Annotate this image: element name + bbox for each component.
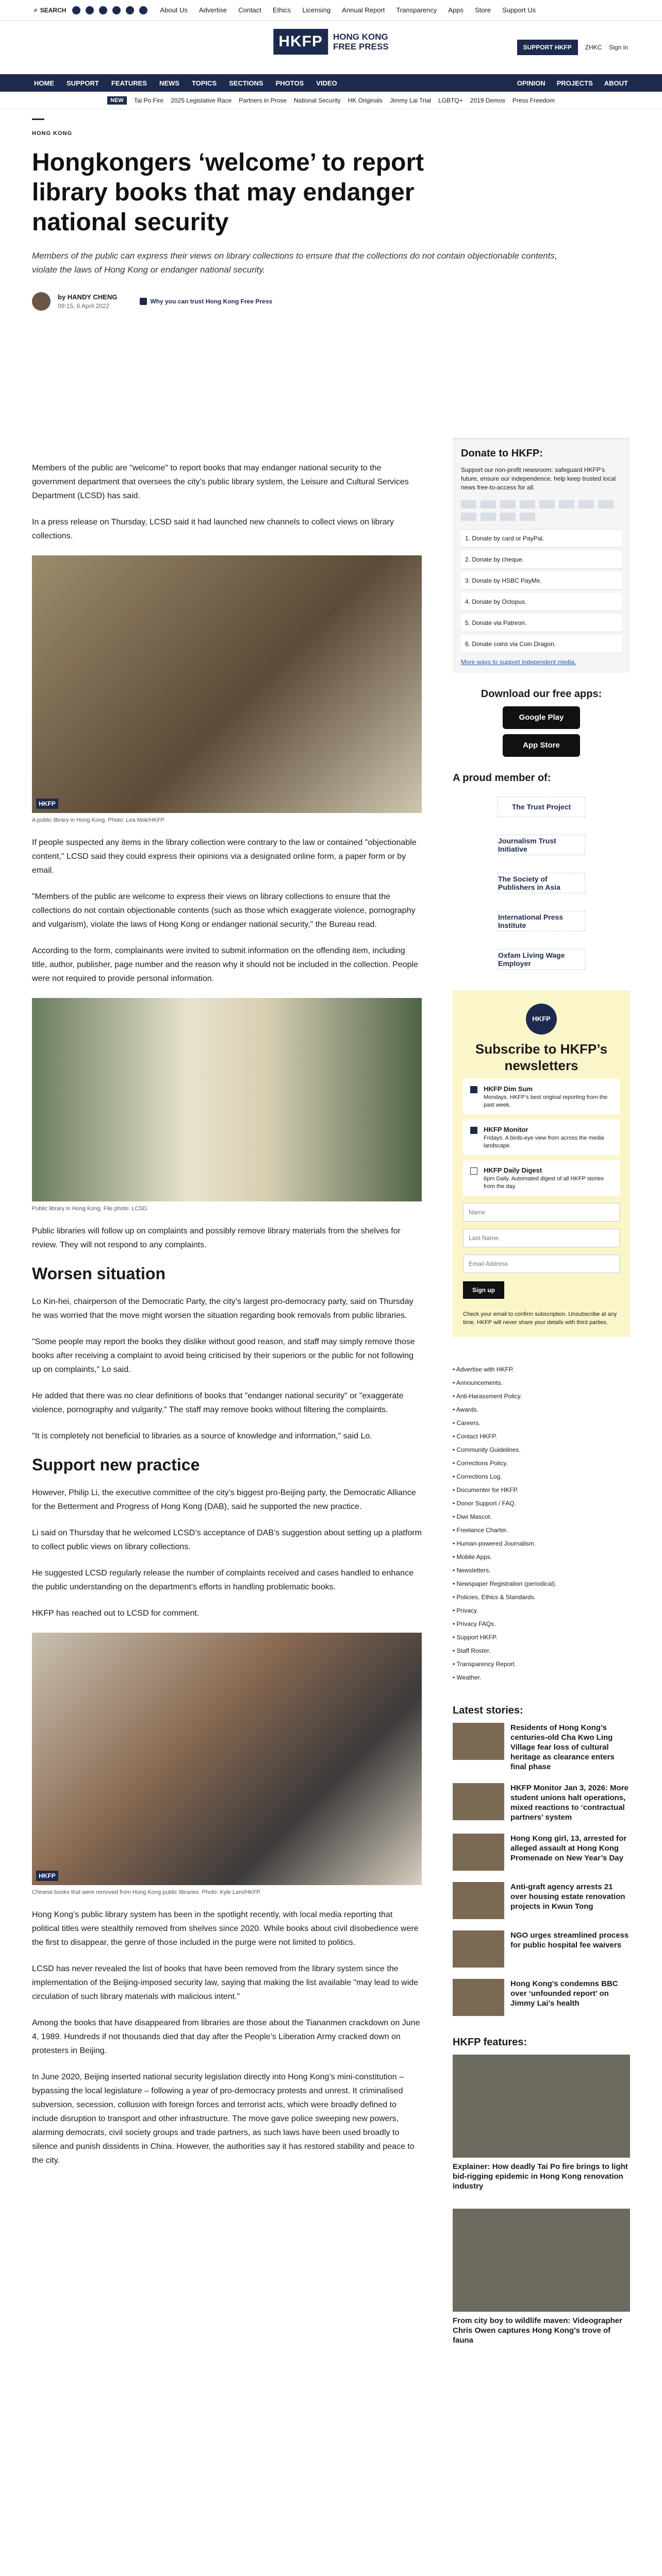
search-button[interactable]: ⌕ SEARCH — [34, 6, 67, 14]
fps-icon — [500, 513, 516, 521]
standfirst: Members of the public can express their views on library collections to ensure that the collections do not contain objectionable contents, violate the laws of Hong Kong or endanger national security. — [32, 251, 557, 275]
masthead — [0, 21, 662, 74]
newsletter-note: Check your email to confirm subscription. Unsubscribe at any time. HKFP will never share your details with third parties. — [463, 1311, 617, 1326]
story-item[interactable]: Anti-graft agency arrests 21 over housing estate renovation projects in Kwun Tong — [453, 1882, 630, 1919]
figure — [32, 555, 422, 823]
story-item[interactable]: Hong Kong girl, 13, arrested for alleged assault at Hong Kong Promenade on New Year’s Day — [453, 1834, 630, 1871]
nav-item-video[interactable]: VIDEO — [316, 79, 337, 87]
trust-link[interactable]: Why you can trust Hong Kong Free Press — [140, 298, 272, 305]
last-name-field[interactable] — [463, 1229, 620, 1247]
discover-icon — [539, 500, 555, 509]
member-title: A proud member of: — [453, 772, 551, 784]
main-nav — [0, 74, 662, 92]
nav-item-opinion[interactable]: OPINION — [517, 79, 545, 87]
divider — [32, 118, 44, 120]
nav-item-photos[interactable]: PHOTOS — [275, 79, 304, 87]
top-link[interactable]: About Us — [160, 6, 188, 14]
trending-link[interactable]: 2025 Legislative Race — [171, 96, 232, 104]
checkbox[interactable] — [470, 1086, 477, 1093]
policy-link[interactable]: • Privacy. — [453, 1604, 630, 1617]
section-heading: Support new practice — [32, 1455, 200, 1474]
article-header — [32, 118, 630, 311]
linkedin-icon[interactable] — [139, 6, 147, 14]
alipay-icon — [520, 513, 535, 521]
donate-option[interactable]: 5. Donate via Patreon. — [461, 614, 622, 632]
top-link[interactable]: Licensing — [302, 6, 331, 14]
member-logo[interactable]: The Trust Project — [498, 796, 585, 817]
instagram-icon[interactable] — [99, 6, 107, 14]
page-title: Hongkongers ‘welcome’ to report library books that may endanger national security — [32, 149, 424, 236]
app-store-button[interactable]: App Store — [503, 734, 580, 757]
feature-thumbnail — [453, 2209, 630, 2312]
newsletter-option[interactable]: HKFP Dim Sum Mondays. HKFP’s best original reporting from the past week. — [463, 1079, 620, 1114]
member-logo[interactable]: Journalism Trust Initiative — [498, 835, 585, 855]
hkfp-watermark: HKFP — [36, 799, 58, 809]
donate-option[interactable]: 3. Donate by HSBC PayMe. — [461, 572, 622, 590]
trust-icon — [140, 298, 147, 305]
latest-stories — [453, 1705, 630, 2016]
policy-link[interactable]: • Advertise with HKFP. — [453, 1363, 630, 1376]
member-logo[interactable]: The Society of Publishers in Asia — [498, 873, 585, 893]
search-icon: ⌕ — [34, 6, 38, 13]
caption: A public library in Hong Kong. Photo: Lea Mok/HKFP. — [32, 817, 166, 823]
paragraph: LCSD has never revealed the list of books that have been removed from the library system since the implementation of the Beijing-imposed security law, saying that making the list available "may lead to wide circulation of such library materials with malicious intent." — [32, 1964, 419, 2001]
author[interactable]: by HANDY CHENG — [58, 293, 118, 301]
member-section — [453, 772, 630, 970]
new-badge: NEW — [107, 96, 127, 105]
policy-link[interactable]: • Community Guidelines. — [453, 1443, 630, 1456]
figure — [32, 998, 422, 1212]
checkbox[interactable] — [470, 1167, 477, 1175]
newsletter-option[interactable]: HKFP Daily Digest 6pm Daily. Automated digest of all HKFP stories from the day. — [463, 1160, 620, 1196]
language-link[interactable]: ZHKC — [585, 44, 602, 51]
amex-icon — [500, 500, 516, 509]
paragraph: In June 2020, Beijing inserted national security legislation directly into Hong Kong’s mini-constitution – bypassing the local legislature – following a year of pro-democracy protests and unrest. It criminalised subversion, secession, collusion with foreign forces and terrorist acts, which were broadly defined to include disruption to transport and other infrastructure. The move gave police sweeping new powers, alarming democrats, civil society groups and trade partners, as such laws have been used broadly to silence and punish dissidents in China. However, the authorities say it has restored stability and peace to the city. — [32, 2073, 415, 2165]
nav-item-news[interactable]: NEWS — [159, 79, 179, 87]
library-shelves-photo — [32, 998, 422, 1201]
library-photo — [32, 555, 422, 813]
hkfp-logo[interactable]: HKFP HONG KONG FREE PRESS — [273, 29, 388, 55]
section-heading: Worsen situation — [32, 1264, 166, 1283]
feature-thumbnail — [453, 2055, 630, 2158]
top-link[interactable]: Contact — [238, 6, 261, 14]
top-links — [160, 6, 536, 14]
policy-link[interactable]: • Contact HKFP. — [453, 1430, 630, 1443]
donate-option[interactable]: 1. Donate by card or PayPal. — [461, 530, 622, 548]
member-logo[interactable]: Oxfam Living Wage Employer — [498, 949, 585, 970]
trending-link[interactable]: Tai Po Fire — [134, 96, 164, 104]
apps-title: Download our free apps: — [481, 688, 602, 700]
paragraph: "It is completely not beneficial to libraries as a source of knowledge and information," said Lo. — [32, 1432, 372, 1440]
donate-option[interactable]: 2. Donate by cheque. — [461, 551, 622, 569]
policy-link[interactable]: • Transparency Report. — [453, 1657, 630, 1671]
policy-link[interactable]: • Awards. — [453, 1403, 630, 1416]
facebook-icon[interactable] — [72, 6, 80, 14]
trending-link[interactable]: Partners in Prose — [239, 96, 287, 104]
paragraph: If people suspected any items in the library collection were contrary to the law or contained "objectionable content," LCSD said they could express their opinions via a designated online form, a paper form or by email. — [32, 838, 417, 875]
trending-link[interactable]: National Security — [293, 96, 341, 104]
donate-option[interactable]: 4. Donate by Octopus. — [461, 593, 622, 611]
paragraph: HKFP has reached out to LCSD for comment. — [32, 1609, 200, 1618]
nav-item-projects[interactable]: PROJECTS — [556, 79, 593, 87]
policy-link[interactable]: • Policies, Ethics & Standards. — [453, 1590, 630, 1604]
support-hkfp-button[interactable]: SUPPORT HKFP — [517, 40, 578, 55]
features-section — [453, 2037, 630, 2345]
visa-icon — [461, 500, 476, 509]
donate-box — [453, 438, 630, 673]
nav-item-support[interactable]: SUPPORT — [67, 79, 99, 87]
donate-option[interactable]: 6. Donate coins via Coin Dragon. — [461, 635, 622, 653]
story-item[interactable]: HKFP Monitor Jan 3, 2026: More student unions halt operations, mixed reactions to ‘contractual partners’ system — [453, 1783, 630, 1822]
paragraph: According to the form, complainants were invited to submit information on the offending item, including title, author, publisher, page number and the reason why it should not be included in the collection. People were not required to provide personal information. — [32, 946, 418, 983]
story-thumbnail — [453, 1834, 504, 1871]
sign-in-link[interactable]: Sign in — [609, 44, 628, 51]
story-thumbnail — [453, 1930, 504, 1968]
google-play-button[interactable]: Google Play — [503, 706, 580, 729]
nav-item-about[interactable]: ABOUT — [604, 79, 628, 87]
caption: Chinese books that were removed from Hong Kong public libraries. Photo: Kyle Lam/HKFP. — [32, 1889, 261, 1895]
trending-link[interactable]: Jimmy Lai Trial — [390, 96, 432, 104]
newsletter-badge: HKFP — [526, 1004, 557, 1035]
top-link[interactable]: Store — [475, 6, 491, 14]
gpay-icon — [578, 500, 594, 509]
policy-link[interactable]: • Corrections Policy. — [453, 1456, 630, 1470]
policy-links — [453, 1363, 630, 1684]
checkbox[interactable] — [470, 1127, 477, 1134]
donate-options — [461, 529, 622, 653]
story-thumbnail — [453, 1723, 504, 1760]
newsletter-title: Subscribe to HKFP’s newsletters — [475, 1041, 608, 1073]
policy-link[interactable]: • Anti-Harassment Policy. — [453, 1389, 630, 1403]
member-logo[interactable]: International Press Institute — [498, 911, 585, 931]
policy-link[interactable]: • Staff Roster. — [453, 1644, 630, 1657]
policy-link[interactable]: • Mobile Apps. — [453, 1550, 630, 1564]
paragraph: Members of the public are "welcome" to report books that may endanger national security to the government department that oversees the city’s public library system, the Leisure and Cultural Services Department (LCSD) has said. — [32, 464, 409, 500]
paragraph: Li said on Thursday that he welcomed LCSD’s acceptance of DAB’s suggestion about setting up a platform to collect public views on library collections. — [32, 1529, 422, 1551]
trending-link[interactable]: Press Freedom — [512, 96, 555, 104]
caption: Public library in Hong Kong. File photo: LCSD. — [32, 1206, 148, 1212]
jcb-icon — [520, 500, 535, 509]
donate-text: Support our non-profit newsroom: safeguard HKFP’s future, ensure our independence, help keep trusted local news free-to-access for all. — [461, 466, 616, 491]
top-link[interactable]: Ethics — [272, 6, 291, 14]
story-thumbnail — [453, 1979, 504, 2016]
nav-item-home[interactable]: HOME — [34, 79, 54, 87]
story-item[interactable]: NGO urges streamlined process for public hospital fee waivers — [453, 1930, 630, 1968]
paragraph: He suggested LCSD regularly release the number of complaints received and cases handled to enhance the public understanding on the department’s efforts in handling problematic books. — [32, 1569, 413, 1591]
hkfp-watermark: HKFP — [36, 1871, 58, 1881]
paragraph: Among the books that have disappeared from libraries are those about the Tiananmen crackdown on June 4, 1989. Hundreds if not thousands died that day after the People’s Liberation Army cracked down on protesters in Beijing. — [32, 2019, 420, 2055]
policy-link[interactable]: • Announcements. — [453, 1376, 630, 1389]
policy-link[interactable]: • Diwi Mascot. — [453, 1510, 630, 1523]
trending-link[interactable]: 2019 Demos — [470, 96, 505, 104]
policy-link[interactable]: • Donor Support / FAQ. — [453, 1497, 630, 1510]
twitter-icon[interactable] — [86, 6, 94, 14]
story-thumbnail — [453, 1882, 504, 1919]
story-thumbnail — [453, 1783, 504, 1820]
applepay-icon — [559, 500, 574, 509]
policy-link[interactable]: • Documenter for HKFP. — [453, 1483, 630, 1497]
top-link[interactable]: Advertise — [198, 6, 227, 14]
kicker[interactable]: HONG KONG — [32, 130, 73, 137]
policy-link[interactable]: • Support HKFP. — [453, 1631, 630, 1644]
donate-title: Donate to HKFP: — [461, 448, 543, 459]
story-item[interactable]: Residents of Hong Kong’s centuries-old Cha Kwo Ling Village fear loss of cultural heritage as clearance enters final phase — [453, 1723, 630, 1772]
policy-link[interactable]: • Newspaper Registration (periodical). — [453, 1577, 630, 1590]
paragraph: Hong Kong’s public library system has been in the spotlight recently, with local media reporting that political titles were stealthily removed from shelves since 2020. While books about civil disobedience were the first to disappear, the genre of those included in the purge were not limited to politics. — [32, 1910, 419, 1947]
feature-item[interactable]: From city boy to wildlife maven: Videographer Chris Owen captures Hong Kong’s trove of fauna — [453, 2209, 630, 2345]
top-link[interactable]: Annual Report — [342, 6, 385, 14]
article-body — [32, 461, 422, 2180]
top-link[interactable]: Support Us — [502, 6, 536, 14]
policy-link[interactable]: • Newsletters. — [453, 1564, 630, 1577]
trending-bar — [0, 92, 662, 109]
policy-link[interactable]: • Weather. — [453, 1671, 630, 1684]
donate-more-link[interactable]: More ways to support independent media. — [461, 658, 576, 666]
newsletter-box — [453, 990, 630, 1337]
feature-item[interactable]: Explainer: How deadly Tai Po fire brings to light bid-rigging epidemic in Hong Kong renovation industry — [453, 2055, 630, 2191]
newsletter-option[interactable]: HKFP Monitor Fridays. A birds-eye view from across the media landscape. — [463, 1120, 620, 1155]
trending-link[interactable]: LGBTQ+ — [438, 96, 463, 104]
policy-link[interactable]: • Careers. — [453, 1416, 630, 1430]
nav-item-sections[interactable]: SECTIONS — [229, 79, 263, 87]
paragraph: "Members of the public are welcome to express their views on library collections to ensure that the collections do not contain objectionable contents (such as those which exaggerate violence, pornography and vulgarism), violate the laws of Hong Kong or endanger national security," the Bureau read. — [32, 892, 416, 929]
mastercard-icon — [481, 500, 496, 509]
paragraph: Public libraries will follow up on complaints and possibly remove library materials from the shelves for review. They will not respond to any complaints. — [32, 1227, 401, 1249]
payment-icons — [461, 500, 622, 521]
paragraph: However, Philip Li, the executive committee of the city’s biggest pro-Beijing party, the Democratic Alliance for the Betterment and Progress of Hong Kong (DAB), said he supported the new practice. — [32, 1488, 416, 1511]
policy-link[interactable]: • Corrections Log. — [453, 1470, 630, 1483]
top-link[interactable]: Apps — [448, 6, 464, 14]
paragraph: In a press release on Thursday, LCSD said it had launched new channels to collect views on library collections. — [32, 518, 394, 540]
date: 09:15, 6 April 2022 — [58, 302, 110, 310]
email-field[interactable] — [463, 1255, 620, 1273]
sidebar — [453, 438, 630, 2363]
nav-item-topics[interactable]: TOPICS — [191, 79, 217, 87]
avatar — [32, 292, 51, 311]
nav-item-features[interactable]: FEATURES — [111, 79, 147, 87]
paragraph: Lo Kin-hei, chairperson of the Democratic Party, the city’s largest pro-democracy party, said on Thursday he was worried that the move might worsen the situation regarding book removals from public libraries. — [32, 1297, 413, 1320]
first-name-field[interactable] — [463, 1203, 620, 1222]
paypal-icon — [598, 500, 614, 509]
policy-link[interactable]: • Human-powered Journalism. — [453, 1537, 630, 1550]
top-link[interactable]: Transparency — [396, 6, 437, 14]
paragraph: He added that there was no clear definitions of books that "endanger national security" or "exaggerate violence, pornography and vulgarity." The staff may remove books without filtering the complaints. — [32, 1392, 404, 1414]
social-icons — [72, 6, 147, 14]
telegram-icon[interactable] — [126, 6, 134, 14]
latest-title: Latest stories: — [453, 1705, 523, 1716]
payme-icon — [461, 513, 476, 521]
sign-up-button[interactable]: Sign up — [463, 1281, 504, 1299]
features-title: HKFP features: — [453, 2037, 527, 2048]
apps-section — [453, 688, 630, 757]
policy-link[interactable]: • Freelance Charter. — [453, 1523, 630, 1537]
paragraph: "Some people may report the books they dislike without good reason, and staff may simply remove those books after receiving a complaint to avoid being criticised by their superiors or the public for not following up on complaints," Lo said. — [32, 1337, 415, 1374]
figure — [32, 1633, 422, 1895]
trending-link[interactable]: HK Originals — [347, 96, 383, 104]
policy-link[interactable]: • Privacy FAQs. — [453, 1617, 630, 1631]
byline — [32, 292, 630, 311]
octopus-icon — [481, 513, 496, 521]
top-bar — [0, 0, 662, 21]
story-item[interactable]: Hong Kong’s condemns BBC over ‘unfounded report’ on Jimmy Lai’s health — [453, 1979, 630, 2016]
youtube-icon[interactable] — [112, 6, 121, 14]
books-photo — [32, 1633, 422, 1885]
